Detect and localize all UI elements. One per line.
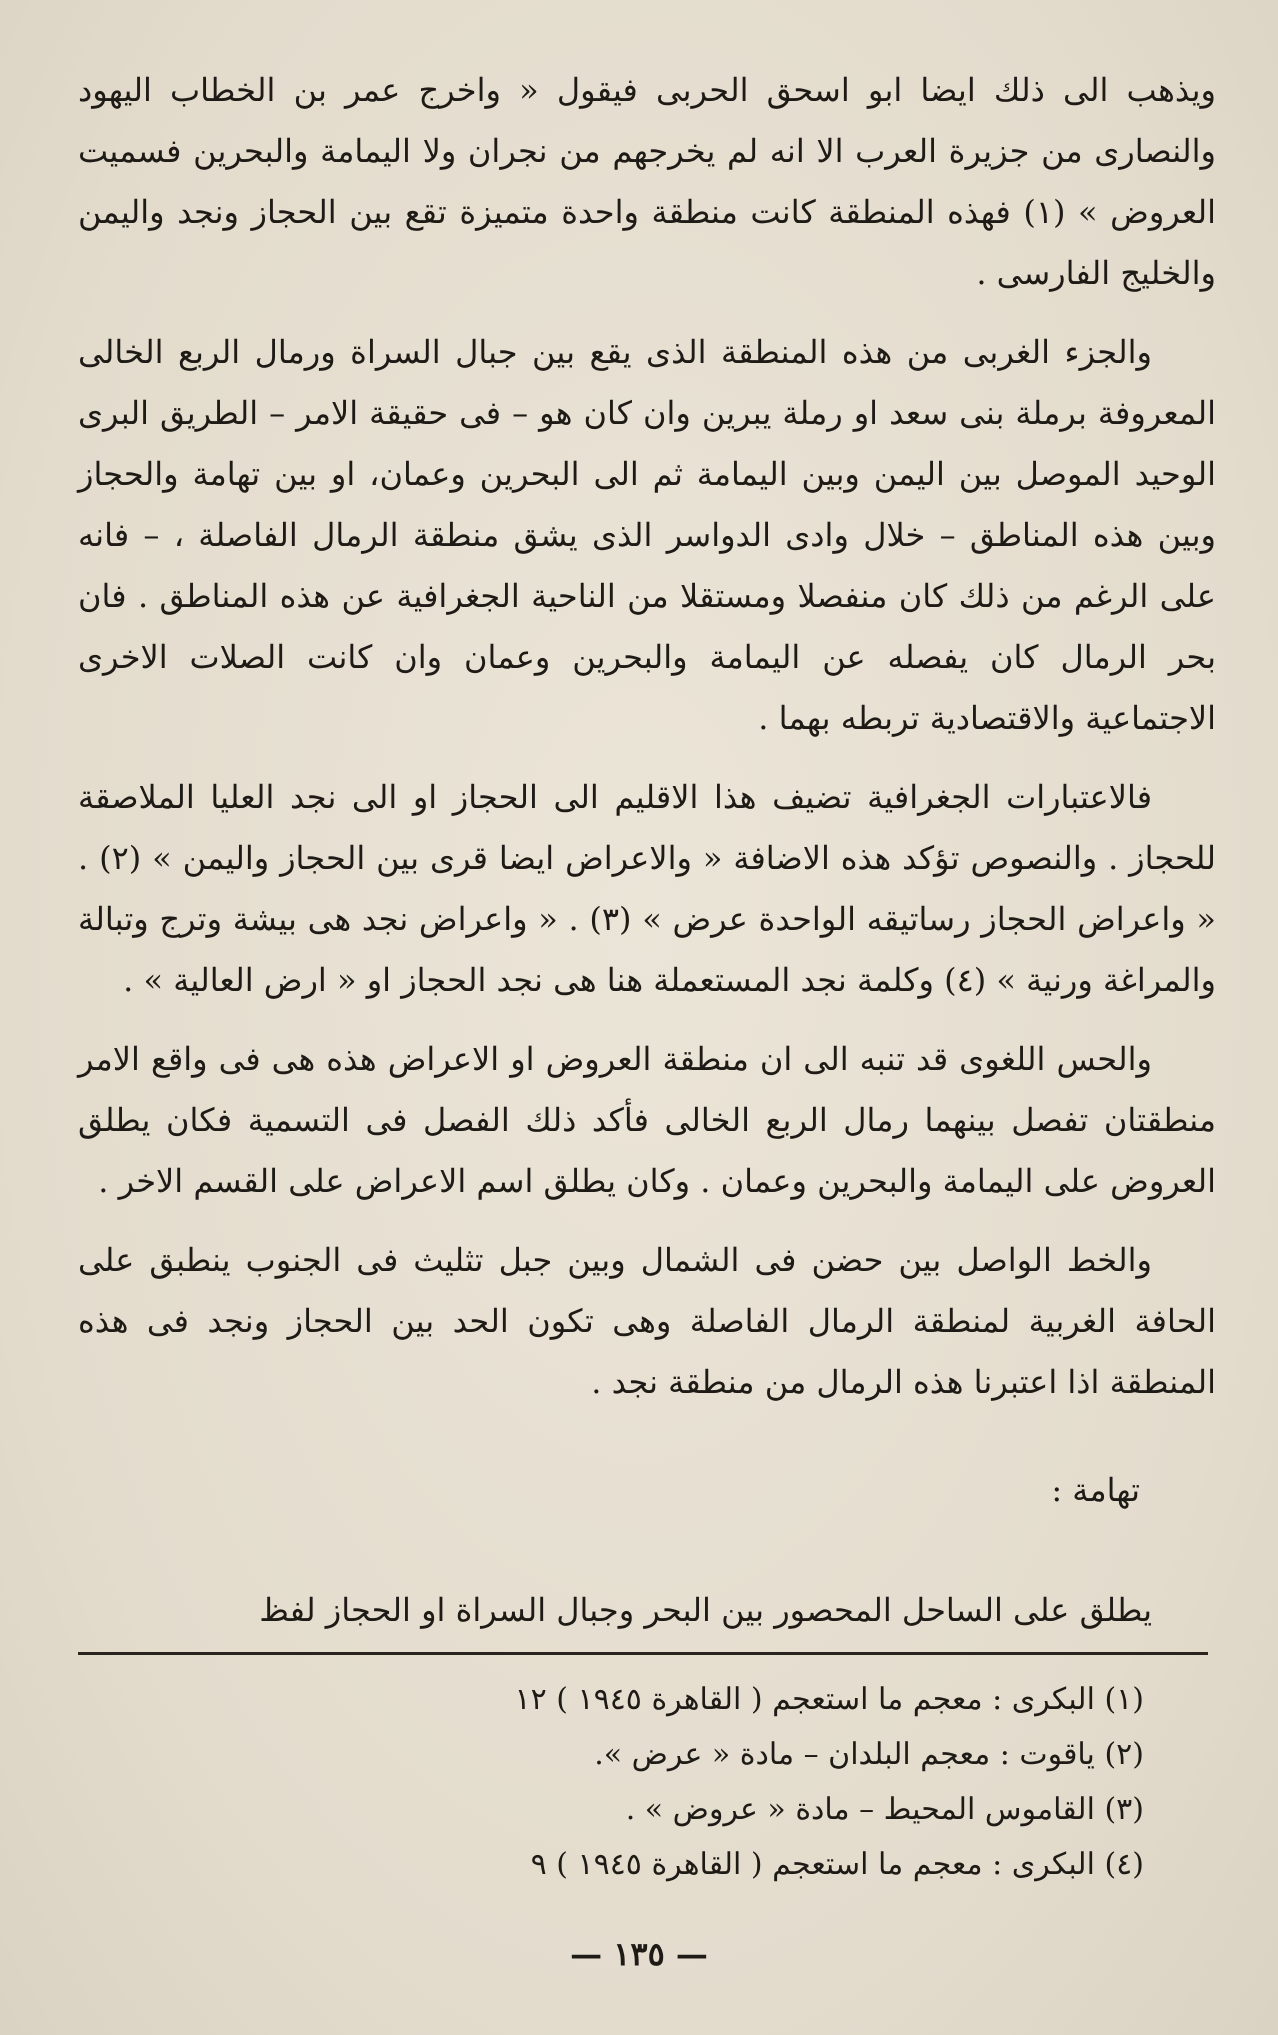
body-text [78,60,1216,1431]
paragraph: فالاعتبارات الجغرافية تضيف هذا الاقليم الى الحجاز او الى نجد العليا الملاصقة للحجاز . والنصوص تؤكد هذه الاضافة « والاعراض ايضا قرى بين الحجاز واليمن » (٢) . « واعراض الحجاز رساتيقه الواحدة عرض » (٣) . « واعراض نجد هى بيشة وترج وتبالة والمراغة ورنية » (٤) وكلمة نجد المستعملة هنا هى نجد الحجاز او « ارض العالية » . [78,778,1217,999]
page-number: — ١٣٥ — [570,1935,708,1973]
trailing-line: يطلق على الساحل المحصور بين البحر وجبال السراة او الحجاز لفظ [259,1591,1152,1629]
paragraph: ويذهب الى ذلك ايضا ابو اسحق الحربى فيقول « واخرج عمر بن الخطاب اليهود والنصارى من جزيرة العرب الا انه لم يخرجهم من نجران ولا اليمامة والبحرين فسميت العروض » (١) فهذه المنطقة كانت منطقة واحدة متميزة تقع بين الحجاز ونجد واليمن والخليج الفارسى . [78,71,1217,292]
footnotes [514,1672,1144,1892]
footnote: (٤) البكرى : معجم ما استعجم ( القاهرة ١٩٤٥ ) ٩ [530,1847,1144,1882]
paragraph: والجزء الغربى من هذه المنطقة الذى يقع بين جبال السراة ورمال الربع الخالى المعروفة برملة بنى سعد او رملة يبرين وان كان هو – فى حقيقة الامر – الطريق البرى الوحيد الموصل بين اليمن وبين اليمامة ثم الى البحرين وعمان، او بين تهامة والحجاز وبين هذه المناطق – خلال وادى الدواسر الذى يشق منطقة الرمال الفاصلة ، – فانه على الرغم من ذلك كان منفصلا ومستقلا من الناحية الجغرافية عن هذه المناطق . فان بحر الرمال كان يفصله عن اليمامة والبحرين وعمان وان كانت الصلات الاخرى الاجتماعية والاقتصادية تربطه بهما . [78,333,1216,737]
paragraph: والخط الواصل بين حضن فى الشمال وبين جبل تثليث فى الجنوب ينطبق على الحافة الغربية لمنطقة الرمال الفاصلة وهى تكون الحد بين الحجاز ونجد فى هذه المنطقة اذا اعتبرنا هذه الرمال من منطقة نجد . [78,1241,1216,1401]
paragraph: والحس اللغوى قد تنبه الى ان منطقة العروض او الاعراض هذه هى فى واقع الامر منطقتان تفصل بينهما رمال الربع الخالى فأكد ذلك الفصل فى التسمية فكان يطلق العروض على اليمامة والبحرين وعمان . وكان يطلق اسم الاعراض على القسم الاخر . [78,1040,1216,1200]
section-heading: تهامة : [1051,1471,1140,1509]
footnote: (٢) ياقوت : معجم البلدان – مادة « عرض ». [594,1737,1144,1772]
footnote: (٣) القاموس المحيط – مادة « عروض » . [625,1792,1144,1827]
footnote: (١) البكرى : معجم ما استعجم ( القاهرة ١٩٤٥ ) ١٢ [514,1682,1144,1717]
footnote-divider [78,1652,1208,1655]
